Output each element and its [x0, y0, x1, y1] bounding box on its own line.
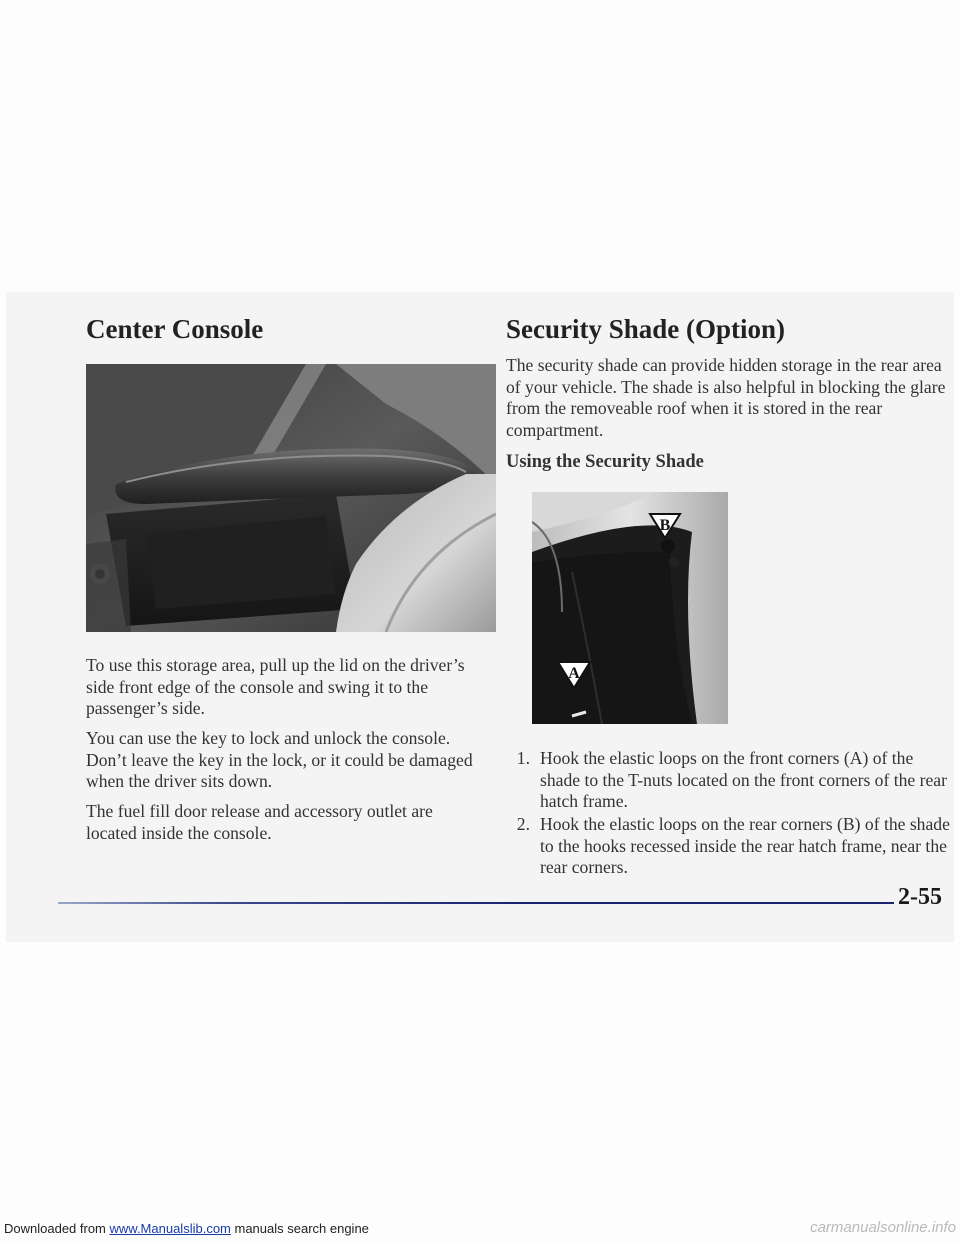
page-number: 2-55: [898, 884, 942, 910]
step-number: 2.: [516, 814, 530, 834]
security-shade-photo: [532, 492, 728, 724]
center-console-heading: Center Console: [86, 314, 264, 344]
step-number: 1.: [516, 748, 530, 768]
security-shade-intro: The security shade can provide hidden storage in the rear area of your vehicle. The shade is also helpful in blocking the glare from the removeable roof when it is stored in the rear compartment.: [506, 355, 946, 440]
console-paragraph-3: The fuel fill door release and accessory outlet are located inside the console.: [86, 801, 433, 843]
download-footer: [4, 1221, 369, 1236]
callout-b-label: B: [659, 517, 671, 534]
watermark: carmanualsonline.info: [810, 1219, 956, 1236]
console-paragraph-1: To use this storage area, pull up the lid on the driver’s side front edge of the console and swing it to the passenger’s side.: [86, 655, 465, 718]
step-text: Hook the elastic loops on the rear corners (B) of the shade to the hooks recessed inside the rear hatch frame, near the rear corners.: [540, 814, 950, 877]
security-shade-heading: Security Shade (Option): [506, 314, 786, 344]
console-paragraph-2: You can use the key to lock and unlock the console. Don’t leave the key in the lock, or it could be damaged when the driver sits down.: [86, 728, 473, 791]
footer-suffix: manuals search engine: [230, 1221, 369, 1236]
footer-prefix: Downloaded from: [4, 1221, 110, 1236]
footer-rule: [58, 902, 894, 904]
callout-a-label: A: [568, 665, 580, 682]
center-console-photo: [86, 364, 496, 632]
using-security-shade-subheading: Using the Security Shade: [506, 452, 704, 472]
step-text: Hook the elastic loops on the front corners (A) of the shade to the T-nuts located on the front corners of the rear hatch frame.: [540, 748, 947, 811]
manualslib-link[interactable]: www.Manualslib.com: [109, 1221, 231, 1236]
